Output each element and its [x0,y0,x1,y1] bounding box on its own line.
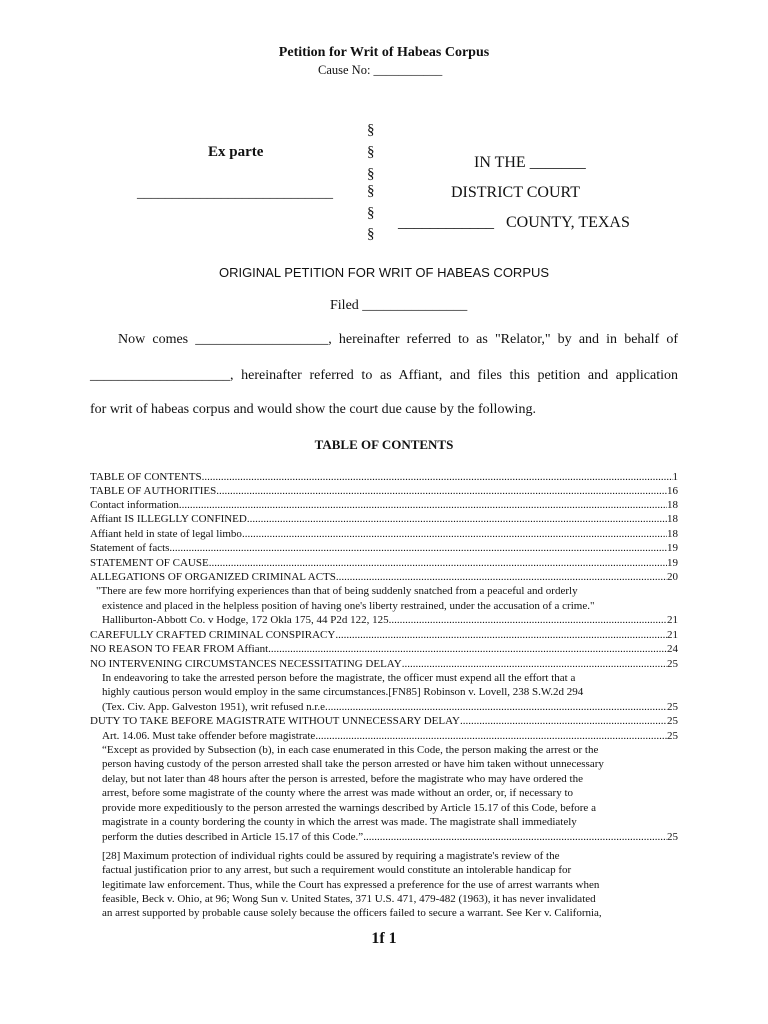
quote-line: “Except as provided by Subsection (b), in each case enumerated in this Code, the person making the arrest or the [102,744,599,756]
toc-entry[interactable]: perform the duties described in Article 15.17 of this Code.” ..... 25 [102,831,678,844]
quote-line: [28] Maximum protection of individual rights could be assured by requiring a magistrate's review of the [102,850,560,862]
section-symbol: § [367,226,375,242]
quote-line: delay, but not later than 48 hours after the person is arrested, before the magistrate who may have ordered the [102,773,583,785]
intro-line-1: Now comes ___________________, hereinafter referred to as "Relator," by and in behalf of [118,332,678,347]
toc-entry[interactable]: Affiant held in state of legal limbo ..... 18 [90,528,678,541]
quote-line: legitimate law enforcement. Thus, while the Court has expressed a preference for the use of arrest warrants when [102,879,600,891]
quote-line: an arrest supported by probable cause solely because the officers failed to secure a warrant. See Ker v. California, [102,907,602,919]
section-symbol: § [367,166,375,182]
section-symbol: § [367,122,375,138]
toc-entry[interactable]: TABLE OF CONTENTS ..... 1 [90,471,678,484]
section-symbol: § [367,183,375,199]
toc-entry[interactable]: (Tex. Civ. App. Galveston 1951), writ refused n.r.e. ..... 25 [102,701,678,714]
quote-line: In endeavoring to take the arrested person before the magistrate, the officer must expend all the effort that a [102,672,576,684]
cause-number: Cause No: ___________ [318,63,443,77]
toc-entry[interactable]: STATEMENT OF CAUSE ..... 19 [90,557,678,570]
toc-entry[interactable]: TABLE OF AUTHORITIES ..... 16 [90,485,678,498]
quote-line: "There are few more horrifying experiences than that of being suddenly snatched from a peaceful and orderly [96,585,578,597]
toc-entry[interactable]: CAREFULLY CRAFTED CRIMINAL CONSPIRACY ..... 21 [90,629,678,642]
petition-heading: ORIGINAL PETITION FOR WRIT OF HABEAS CORPUS [218,265,550,280]
intro-line-3: for writ of habeas corpus and would show the court due cause by the following. [90,402,536,417]
toc-entry[interactable]: NO REASON TO FEAR FROM Affiant ..... 24 [90,643,678,656]
quote-line: existence and placed in the helpless position of having one's liberty restrained, under the accusation of a crime." [102,600,595,612]
page-indicator: 1f 1 [371,930,397,947]
toc-entry[interactable]: NO INTERVENING CIRCUMSTANCES NECESSITATING DELAY ..... 25 [90,658,678,671]
ex-parte-label: Ex parte [208,144,264,160]
filed-line: Filed _______________ [330,298,468,313]
court-line-3: ____________ COUNTY, TEXAS [398,214,630,231]
intro-line-2: ____________________, hereinafter referred to as Affiant, and files this petition and application [90,368,678,383]
document-title: Petition for Writ of Habeas Corpus [278,45,490,60]
quote-line: factual justification prior to any arrest, but such a requirement would constitute an intolerable handicap for [102,864,572,876]
quote-line: highly cautious person would employ in the same circumstances.[FN85] Robinson v. Lovell, 238 S.W.2d 294 [102,686,584,698]
quote-line: magistrate in a county bordering the county in which the arrest was made. The magistrate shall immediately [102,816,577,828]
court-line-2: DISTRICT COURT [451,184,580,201]
toc-entry[interactable]: Halliburton-Abbott Co. v Hodge, 172 Okla 175, 44 P2d 122, 125 ..... 21 [102,614,678,627]
toc-entry[interactable]: Affiant IS ILLEGLLY CONFINED ..... 18 [90,513,678,526]
toc-entry[interactable]: Art. 14.06. Must take offender before magistrate ..... 25 [102,730,678,743]
toc-entry[interactable]: Contact information ..... 18 [90,499,678,512]
toc-entry[interactable]: DUTY TO TAKE BEFORE MAGISTRATE WITHOUT UNNECESSARY DELAY ..... 25 [90,715,678,728]
quote-line: feasible, Beck v. Ohio, at 96; Wong Sun v. United States, 371 U.S. 471, 479-482 (1963), it has never invalidated [102,893,596,905]
toc-entry[interactable]: Statement of facts ..... 19 [90,542,678,555]
section-symbol: § [367,144,375,160]
section-symbol: § [367,205,375,221]
party-name-blank: ____________________________ [137,186,333,201]
quote-line: provide more expeditiously to the person arrested the warnings described by Article 15.17 of this Code, before a [102,802,596,814]
quote-line: person having custody of the person arrested shall take the person arrested or have him taken without unnecessary [102,758,604,770]
toc-heading: TABLE OF CONTENTS [314,437,454,452]
court-line-1: IN THE _______ [474,154,586,171]
toc-entry[interactable]: ALLEGATIONS OF ORGANIZED CRIMINAL ACTS ..... 20 [90,571,678,584]
quote-line: arrest, before some magistrate of the county where the arrest was made without an order, or, if necessary to [102,787,574,799]
